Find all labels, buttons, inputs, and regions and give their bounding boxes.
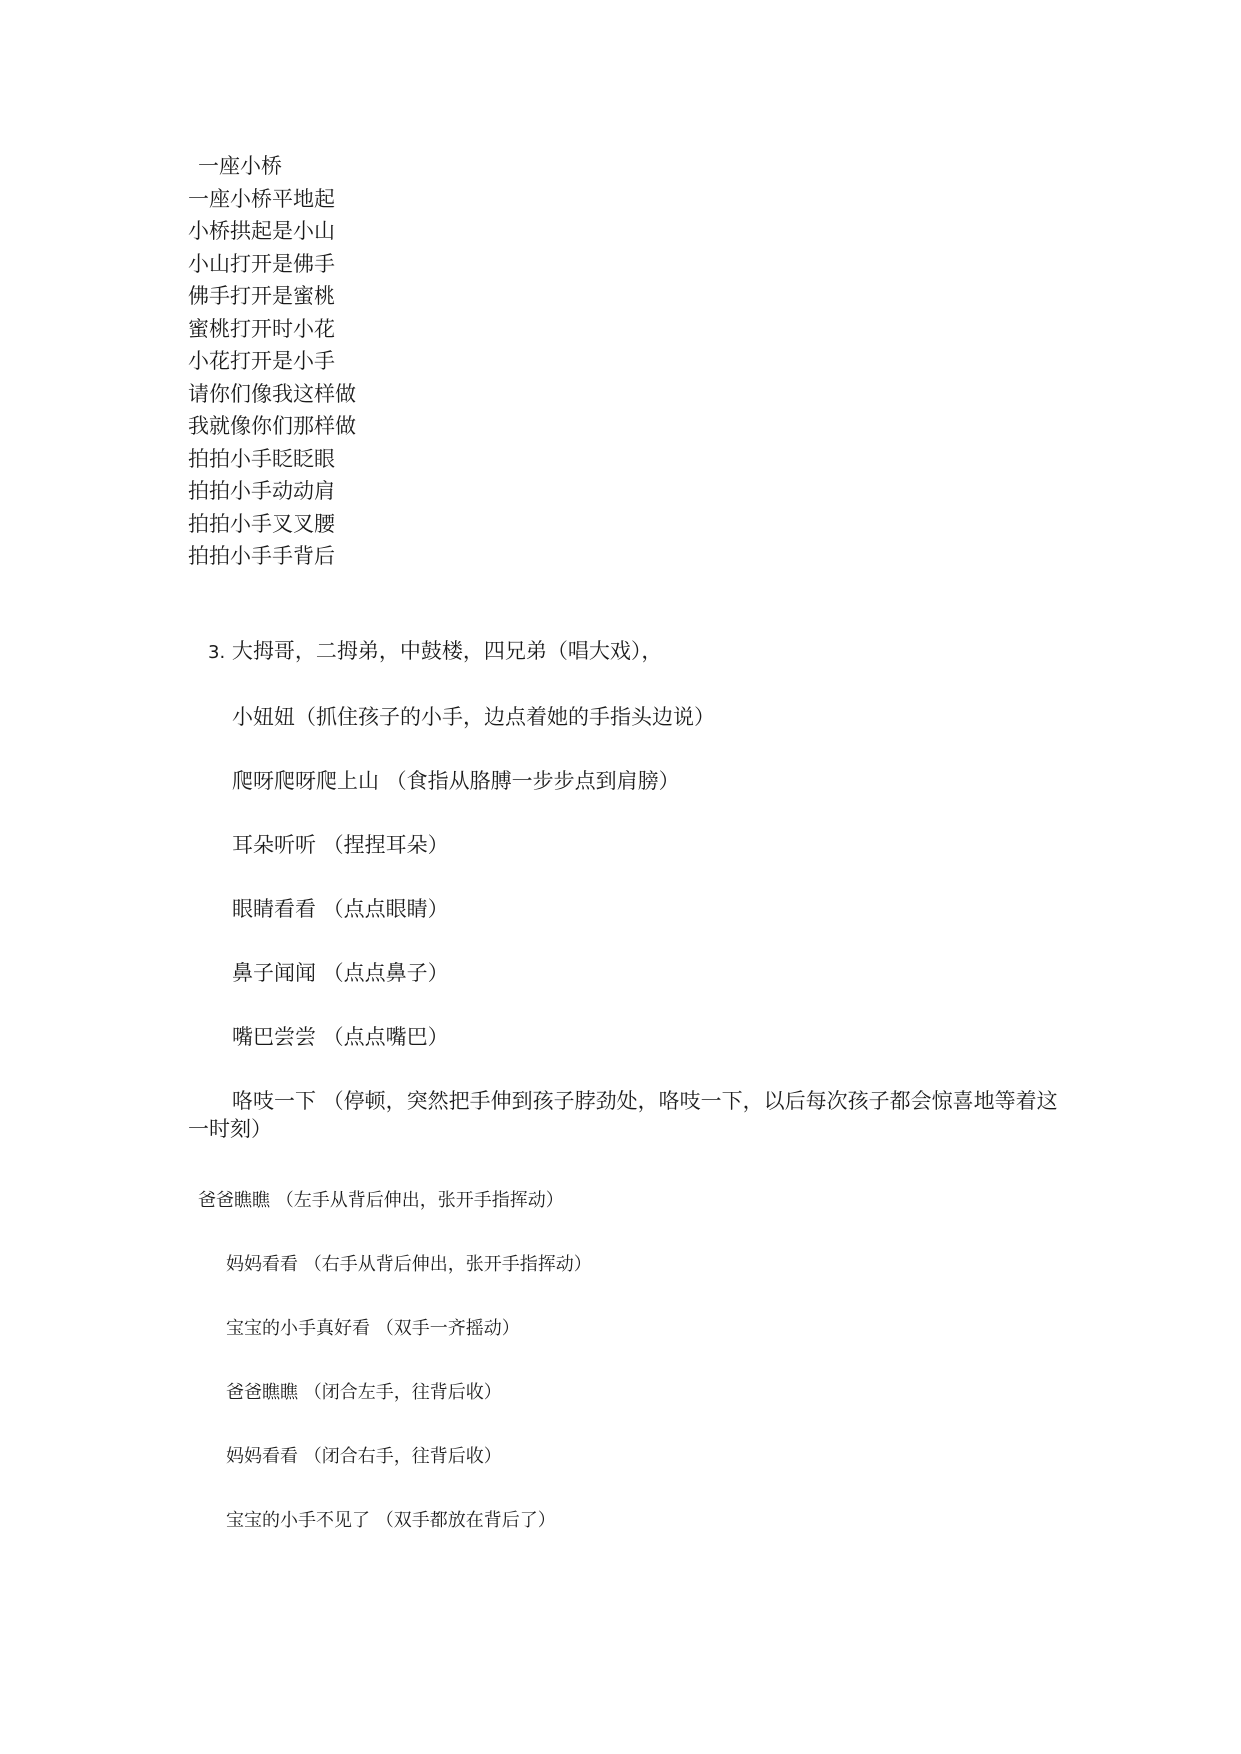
poem-line: 拍拍小手手背后 <box>188 544 335 568</box>
rhyme-line: 妈妈看看 （闭合右手，往背后收） <box>226 1446 502 1467</box>
rhyme-line: 爸爸瞧瞧 （闭合左手，往背后收） <box>226 1382 502 1403</box>
poem-line: 小花打开是小手 <box>188 349 335 373</box>
poem-line: 我就像你们那样做 <box>188 414 356 438</box>
rhyme-line: 爬呀爬呀爬上山 （食指从胳膊一步步点到肩膀） <box>232 769 680 793</box>
section-4 <box>188 1188 592 1534</box>
poem-line: 拍拍小手动动肩 <box>188 479 335 503</box>
rhyme-line: 宝宝的小手不见了 （双手都放在背后了） <box>226 1510 556 1531</box>
rhyme-line: 嘴巴尝尝 （点点嘴巴） <box>232 1025 449 1049</box>
poem-line: 拍拍小手眨眨眼 <box>188 446 335 471</box>
poem-block <box>188 150 356 573</box>
poem-line: 一座小桥平地起 <box>188 186 335 211</box>
rhyme-line: 耳朵听听 （捏捏耳朵） <box>232 833 449 857</box>
poem-line: 小山打开是佛手 <box>188 251 335 276</box>
rhyme-line: 眼睛看看 （点点眼睛） <box>232 897 449 921</box>
poem-line: 蜜桃打开时小花 <box>188 316 335 341</box>
list-number: 3. <box>208 642 226 663</box>
rhyme-line: 爸爸瞧瞧 （左手从背后伸出，张开手指挥动） <box>198 1190 564 1211</box>
poem-line: 请你们像我这样做 <box>188 381 356 406</box>
rhyme-line: 小妞妞（抓住孩子的小手，边点着她的手指头边说） <box>232 705 715 729</box>
poem-line: 佛手打开是蜜桃 <box>188 284 335 308</box>
rhyme-line: 宝宝的小手真好看 （双手一齐摇动） <box>226 1318 520 1339</box>
rhyme-line: 妈妈看看 （右手从背后伸出，张开手指挥动） <box>226 1254 592 1275</box>
section-3-heading-text: 大拇哥，二拇弟，中鼓楼，四兄弟（唱大戏）， <box>231 639 663 663</box>
poem-line: 拍拍小手叉叉腰 <box>188 511 335 536</box>
section-3-heading <box>188 637 1068 667</box>
section-3 <box>188 637 1068 1143</box>
rhyme-line: 鼻子闻闻 （点点鼻子） <box>232 961 449 985</box>
poem-line: 小桥拱起是小山 <box>188 219 335 243</box>
poem-title: 一座小桥 <box>198 154 282 178</box>
rhyme-line-wrapped: 咯吱一下 （停顿，突然把手伸到孩子脖劲处，咯吱一下，以后每次孩子都会惊喜地等着这一时刻） <box>188 1089 1058 1141</box>
